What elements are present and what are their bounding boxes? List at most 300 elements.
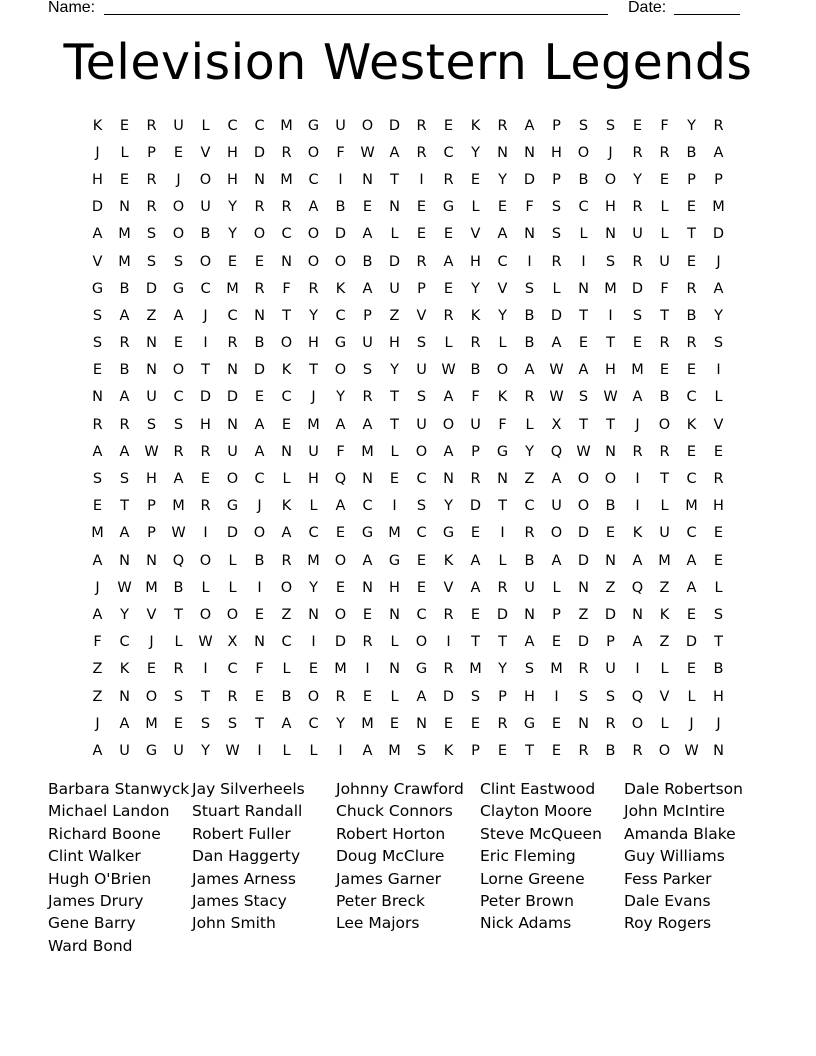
grid-letter[interactable]: U <box>659 525 670 542</box>
grid-letter[interactable]: Y <box>336 715 345 732</box>
grid-letter[interactable]: J <box>311 389 316 406</box>
grid-letter[interactable]: O <box>307 226 320 243</box>
grid-letter[interactable]: O <box>604 171 617 188</box>
grid-letter[interactable]: Z <box>659 579 670 596</box>
grid-letter[interactable]: W <box>684 742 699 759</box>
grid-letter[interactable]: E <box>632 117 643 134</box>
grid-letter[interactable]: M <box>469 661 482 678</box>
grid-letter[interactable]: M <box>226 280 239 297</box>
grid-letter[interactable]: W <box>549 389 564 406</box>
grid-letter[interactable]: G <box>172 280 185 297</box>
grid-letter[interactable]: J <box>176 171 181 188</box>
grid-letter[interactable]: R <box>416 117 427 134</box>
grid-letter[interactable]: C <box>281 634 292 651</box>
grid-letter[interactable]: B <box>254 335 265 352</box>
grid-letter[interactable]: M <box>145 715 158 732</box>
grid-letter[interactable]: B <box>119 362 130 379</box>
grid-letter[interactable]: L <box>201 579 210 596</box>
grid-letter[interactable]: N <box>281 443 292 460</box>
grid-letter[interactable]: A <box>470 552 481 569</box>
grid-letter[interactable]: E <box>470 715 481 732</box>
grid-letter[interactable]: V <box>713 416 724 433</box>
grid-letter[interactable]: E <box>497 742 508 759</box>
grid-letter[interactable]: H <box>92 171 103 188</box>
grid-letter[interactable]: A <box>524 634 535 651</box>
grid-letter[interactable]: H <box>389 335 400 352</box>
grid-letter[interactable]: O <box>361 117 374 134</box>
grid-letter[interactable]: R <box>497 117 508 134</box>
grid-letter[interactable]: N <box>389 199 400 216</box>
grid-letter[interactable]: E <box>713 525 724 542</box>
grid-letter[interactable]: I <box>338 171 343 188</box>
grid-letter[interactable]: E <box>497 199 508 216</box>
grid-letter[interactable]: S <box>119 471 130 488</box>
grid-letter[interactable]: A <box>416 688 427 705</box>
grid-letter[interactable]: Y <box>633 171 642 188</box>
grid-letter[interactable]: T <box>390 416 399 433</box>
grid-letter[interactable]: Z <box>524 471 535 488</box>
grid-letter[interactable]: R <box>632 144 643 161</box>
grid-letter[interactable]: U <box>551 498 562 515</box>
grid-letter[interactable]: E <box>416 226 427 243</box>
grid-letter[interactable]: G <box>496 443 509 460</box>
grid-letter[interactable]: R <box>470 335 481 352</box>
grid-letter[interactable]: T <box>498 634 507 651</box>
grid-letter[interactable]: H <box>200 416 211 433</box>
grid-letter[interactable]: B <box>524 335 535 352</box>
grid-letter[interactable]: D <box>91 199 104 216</box>
grid-letter[interactable]: N <box>578 579 589 596</box>
grid-letter[interactable]: D <box>388 117 401 134</box>
grid-letter[interactable]: B <box>362 253 373 270</box>
grid-letter[interactable]: L <box>660 199 669 216</box>
grid-letter[interactable]: E <box>470 525 481 542</box>
grid-letter[interactable]: I <box>203 661 208 678</box>
grid-letter[interactable]: R <box>632 443 643 460</box>
grid-letter[interactable]: M <box>118 253 131 270</box>
grid-letter[interactable]: U <box>659 253 670 270</box>
grid-letter[interactable]: R <box>362 389 373 406</box>
grid-letter[interactable]: V <box>416 307 427 324</box>
grid-letter[interactable]: E <box>686 606 697 623</box>
grid-letter[interactable]: U <box>389 280 400 297</box>
grid-letter[interactable]: S <box>173 688 184 705</box>
grid-letter[interactable]: F <box>336 144 345 161</box>
grid-letter[interactable]: M <box>334 661 347 678</box>
grid-letter[interactable]: M <box>658 552 671 569</box>
grid-letter[interactable]: M <box>145 579 158 596</box>
grid-letter[interactable]: B <box>578 171 589 188</box>
grid-letter[interactable]: I <box>635 661 640 678</box>
grid-letter[interactable]: A <box>443 443 454 460</box>
grid-letter[interactable]: K <box>632 525 643 542</box>
grid-letter[interactable]: A <box>92 606 103 623</box>
grid-letter[interactable]: S <box>713 606 724 623</box>
grid-letter[interactable]: Z <box>281 606 292 623</box>
grid-letter[interactable]: E <box>389 715 400 732</box>
grid-letter[interactable]: D <box>577 552 590 569</box>
grid-letter[interactable]: E <box>254 253 265 270</box>
grid-letter[interactable]: T <box>525 742 534 759</box>
grid-letter[interactable]: O <box>307 688 320 705</box>
grid-letter[interactable]: D <box>253 144 266 161</box>
grid-letter[interactable]: I <box>419 171 424 188</box>
grid-letter[interactable]: A <box>389 144 400 161</box>
grid-letter[interactable]: E <box>416 579 427 596</box>
grid-letter[interactable]: C <box>119 634 130 651</box>
grid-letter[interactable]: R <box>632 742 643 759</box>
grid-letter[interactable]: U <box>200 199 211 216</box>
grid-letter[interactable]: S <box>578 389 589 406</box>
grid-letter[interactable]: A <box>362 742 373 759</box>
grid-letter[interactable]: F <box>255 661 264 678</box>
grid-letter[interactable]: T <box>660 471 669 488</box>
grid-letter[interactable]: T <box>606 416 615 433</box>
grid-letter[interactable]: W <box>603 389 618 406</box>
grid-letter[interactable]: P <box>417 280 426 297</box>
grid-letter[interactable]: C <box>416 525 427 542</box>
grid-letter[interactable]: P <box>552 117 561 134</box>
grid-letter[interactable]: O <box>172 199 185 216</box>
grid-letter[interactable]: O <box>334 606 347 623</box>
grid-letter[interactable]: Z <box>389 307 400 324</box>
grid-letter[interactable]: T <box>282 307 291 324</box>
grid-letter[interactable]: Y <box>498 171 507 188</box>
grid-letter[interactable]: P <box>471 742 480 759</box>
grid-letter[interactable]: O <box>577 498 590 515</box>
grid-letter[interactable]: P <box>687 171 696 188</box>
grid-letter[interactable]: S <box>362 362 373 379</box>
grid-letter[interactable]: E <box>173 715 184 732</box>
grid-letter[interactable]: R <box>443 661 454 678</box>
grid-letter[interactable]: R <box>713 471 724 488</box>
grid-letter[interactable]: T <box>606 335 615 352</box>
grid-letter[interactable]: P <box>147 498 156 515</box>
grid-letter[interactable]: P <box>552 171 561 188</box>
grid-letter[interactable]: T <box>390 389 399 406</box>
grid-letter[interactable]: A <box>578 362 589 379</box>
grid-letter[interactable]: R <box>173 443 184 460</box>
grid-letter[interactable]: R <box>659 144 670 161</box>
grid-letter[interactable]: J <box>257 498 262 515</box>
grid-letter[interactable]: A <box>335 416 346 433</box>
grid-letter[interactable]: L <box>390 443 399 460</box>
grid-letter[interactable]: N <box>713 742 724 759</box>
grid-letter[interactable]: S <box>416 742 427 759</box>
grid-letter[interactable]: C <box>227 661 238 678</box>
grid-letter[interactable]: Q <box>631 579 644 596</box>
grid-letter[interactable]: R <box>578 661 589 678</box>
grid-letter[interactable]: B <box>659 389 670 406</box>
grid-letter[interactable]: W <box>549 362 564 379</box>
grid-letter[interactable]: N <box>578 715 589 732</box>
grid-letter[interactable]: Z <box>146 307 157 324</box>
grid-letter[interactable]: I <box>635 498 640 515</box>
grid-letter[interactable]: C <box>416 606 427 623</box>
grid-letter[interactable]: F <box>660 280 669 297</box>
grid-letter[interactable]: A <box>362 416 373 433</box>
grid-letter[interactable]: A <box>119 525 130 542</box>
grid-letter[interactable]: S <box>416 389 427 406</box>
grid-letter[interactable]: E <box>92 498 103 515</box>
grid-letter[interactable]: A <box>281 715 292 732</box>
grid-letter[interactable]: O <box>334 253 347 270</box>
grid-letter[interactable]: R <box>659 335 670 352</box>
grid-letter[interactable]: V <box>200 144 211 161</box>
grid-letter[interactable]: C <box>416 471 427 488</box>
grid-letter[interactable]: C <box>578 199 589 216</box>
grid-letter[interactable]: G <box>388 552 401 569</box>
grid-letter[interactable]: R <box>308 280 319 297</box>
grid-letter[interactable]: O <box>496 362 509 379</box>
grid-letter[interactable]: N <box>362 171 373 188</box>
grid-letter[interactable]: D <box>550 307 563 324</box>
grid-letter[interactable]: E <box>713 443 724 460</box>
grid-letter[interactable]: D <box>145 280 158 297</box>
grid-letter[interactable]: E <box>686 362 697 379</box>
grid-letter[interactable]: G <box>334 335 347 352</box>
grid-letter[interactable]: T <box>579 307 588 324</box>
grid-letter[interactable]: R <box>254 199 265 216</box>
grid-letter[interactable]: P <box>147 525 156 542</box>
grid-letter[interactable]: H <box>389 579 400 596</box>
grid-letter[interactable]: S <box>173 416 184 433</box>
grid-letter[interactable]: H <box>605 199 616 216</box>
grid-letter[interactable]: A <box>119 307 130 324</box>
grid-letter[interactable]: A <box>524 117 535 134</box>
grid-letter[interactable]: D <box>469 498 482 515</box>
grid-letter[interactable]: I <box>635 471 640 488</box>
grid-letter[interactable]: A <box>335 498 346 515</box>
grid-letter[interactable]: T <box>255 715 264 732</box>
grid-letter[interactable]: G <box>442 199 455 216</box>
grid-letter[interactable]: E <box>416 552 427 569</box>
grid-letter[interactable]: N <box>416 715 427 732</box>
grid-letter[interactable]: E <box>200 471 211 488</box>
grid-letter[interactable]: O <box>631 715 644 732</box>
grid-letter[interactable]: C <box>200 280 211 297</box>
grid-letter[interactable]: O <box>577 471 590 488</box>
grid-letter[interactable]: K <box>443 552 454 569</box>
grid-letter[interactable]: E <box>470 171 481 188</box>
grid-letter[interactable]: K <box>335 280 346 297</box>
grid-letter[interactable]: P <box>606 634 615 651</box>
grid-letter[interactable]: O <box>253 525 266 542</box>
grid-letter[interactable]: R <box>281 144 292 161</box>
grid-letter[interactable]: T <box>120 498 129 515</box>
grid-letter[interactable]: I <box>527 253 532 270</box>
grid-letter[interactable]: D <box>334 226 347 243</box>
grid-letter[interactable]: B <box>281 688 292 705</box>
grid-letter[interactable]: E <box>578 335 589 352</box>
grid-letter[interactable]: J <box>635 416 640 433</box>
grid-letter[interactable]: N <box>362 471 373 488</box>
grid-letter[interactable]: B <box>173 579 184 596</box>
grid-letter[interactable]: O <box>307 144 320 161</box>
grid-letter[interactable]: I <box>311 634 316 651</box>
grid-letter[interactable]: Z <box>578 606 589 623</box>
grid-letter[interactable]: J <box>95 579 100 596</box>
grid-letter[interactable]: E <box>659 171 670 188</box>
grid-letter[interactable]: B <box>335 199 346 216</box>
grid-letter[interactable]: Y <box>498 307 507 324</box>
grid-letter[interactable]: R <box>497 579 508 596</box>
grid-letter[interactable]: B <box>470 362 481 379</box>
grid-letter[interactable]: Y <box>336 389 345 406</box>
grid-letter[interactable]: E <box>389 471 400 488</box>
grid-letter[interactable]: C <box>227 117 238 134</box>
grid-letter[interactable]: N <box>146 362 157 379</box>
grid-letter[interactable]: T <box>687 226 696 243</box>
grid-letter[interactable]: K <box>470 117 481 134</box>
grid-letter[interactable]: K <box>281 362 292 379</box>
grid-letter[interactable]: S <box>551 226 562 243</box>
grid-letter[interactable]: Y <box>444 498 453 515</box>
grid-letter[interactable]: B <box>254 552 265 569</box>
grid-letter[interactable]: V <box>443 579 454 596</box>
grid-letter[interactable]: Y <box>309 307 318 324</box>
grid-letter[interactable]: E <box>659 362 670 379</box>
grid-letter[interactable]: C <box>227 307 238 324</box>
grid-letter[interactable]: U <box>416 362 427 379</box>
grid-letter[interactable]: I <box>581 253 586 270</box>
grid-letter[interactable]: R <box>146 117 157 134</box>
grid-letter[interactable]: R <box>524 525 535 542</box>
grid-letter[interactable]: S <box>92 471 103 488</box>
grid-letter[interactable]: C <box>686 389 697 406</box>
grid-letter[interactable]: A <box>443 389 454 406</box>
grid-letter[interactable]: J <box>689 715 694 732</box>
grid-letter[interactable]: G <box>91 280 104 297</box>
grid-letter[interactable]: I <box>203 525 208 542</box>
grid-letter[interactable]: R <box>146 171 157 188</box>
grid-letter[interactable]: M <box>172 498 185 515</box>
grid-letter[interactable]: U <box>173 117 184 134</box>
grid-letter[interactable]: Y <box>228 226 237 243</box>
grid-letter[interactable]: L <box>552 280 561 297</box>
grid-letter[interactable]: E <box>146 661 157 678</box>
grid-letter[interactable]: S <box>146 416 157 433</box>
grid-letter[interactable]: O <box>145 688 158 705</box>
grid-letter[interactable]: R <box>659 443 670 460</box>
grid-letter[interactable]: R <box>335 688 346 705</box>
grid-letter[interactable]: R <box>686 280 697 297</box>
grid-letter[interactable]: M <box>118 226 131 243</box>
grid-letter[interactable]: G <box>415 661 428 678</box>
grid-letter[interactable]: V <box>470 226 481 243</box>
grid-letter[interactable]: B <box>119 280 130 297</box>
grid-letter[interactable]: W <box>198 634 213 651</box>
grid-letter[interactable]: B <box>524 552 535 569</box>
grid-letter[interactable]: V <box>659 688 670 705</box>
grid-letter[interactable]: E <box>470 606 481 623</box>
grid-letter[interactable]: A <box>632 389 643 406</box>
grid-letter[interactable]: A <box>254 416 265 433</box>
grid-letter[interactable]: C <box>308 525 319 542</box>
grid-letter[interactable]: Y <box>120 606 129 623</box>
grid-letter[interactable]: V <box>92 253 103 270</box>
grid-letter[interactable]: F <box>471 389 480 406</box>
grid-letter[interactable]: D <box>199 389 212 406</box>
grid-letter[interactable]: J <box>716 715 721 732</box>
grid-letter[interactable]: I <box>716 362 721 379</box>
grid-letter[interactable]: I <box>554 688 559 705</box>
grid-letter[interactable]: M <box>91 525 104 542</box>
grid-letter[interactable]: O <box>658 416 671 433</box>
grid-letter[interactable]: H <box>524 688 535 705</box>
grid-letter[interactable]: E <box>362 199 373 216</box>
grid-letter[interactable]: D <box>577 525 590 542</box>
grid-letter[interactable]: W <box>144 443 159 460</box>
grid-letter[interactable]: C <box>254 117 265 134</box>
grid-letter[interactable]: Q <box>334 471 347 488</box>
grid-letter[interactable]: T <box>309 362 318 379</box>
grid-letter[interactable]: P <box>552 606 561 623</box>
grid-letter[interactable]: N <box>362 579 373 596</box>
grid-letter[interactable]: W <box>360 144 375 161</box>
grid-letter[interactable]: M <box>712 199 725 216</box>
grid-letter[interactable]: Y <box>714 307 723 324</box>
grid-letter[interactable]: R <box>686 335 697 352</box>
grid-letter[interactable]: O <box>172 226 185 243</box>
grid-letter[interactable]: E <box>254 389 265 406</box>
grid-letter[interactable]: O <box>280 335 293 352</box>
grid-letter[interactable]: R <box>227 688 238 705</box>
grid-letter[interactable]: A <box>362 552 373 569</box>
grid-letter[interactable]: J <box>95 715 100 732</box>
grid-letter[interactable]: N <box>119 552 130 569</box>
grid-letter[interactable]: N <box>632 606 643 623</box>
grid-letter[interactable]: S <box>524 661 535 678</box>
grid-letter[interactable]: N <box>281 253 292 270</box>
grid-letter[interactable]: S <box>92 335 103 352</box>
grid-letter[interactable]: L <box>390 226 399 243</box>
grid-letter[interactable]: E <box>227 253 238 270</box>
grid-letter[interactable]: W <box>441 362 456 379</box>
grid-letter[interactable]: M <box>307 552 320 569</box>
grid-letter[interactable]: Y <box>228 199 237 216</box>
grid-letter[interactable]: F <box>282 280 291 297</box>
grid-letter[interactable]: K <box>281 498 292 515</box>
date-blank-line[interactable] <box>674 0 740 15</box>
grid-letter[interactable]: R <box>713 117 724 134</box>
grid-letter[interactable]: D <box>685 634 698 651</box>
grid-letter[interactable]: A <box>443 253 454 270</box>
grid-letter[interactable]: Y <box>498 661 507 678</box>
grid-letter[interactable]: A <box>713 280 724 297</box>
grid-letter[interactable]: S <box>416 498 427 515</box>
grid-letter[interactable]: J <box>608 144 613 161</box>
grid-letter[interactable]: L <box>282 661 291 678</box>
grid-letter[interactable]: A <box>119 443 130 460</box>
grid-letter[interactable]: D <box>442 688 455 705</box>
grid-letter[interactable]: H <box>227 144 238 161</box>
grid-letter[interactable]: L <box>471 199 480 216</box>
grid-letter[interactable]: M <box>604 280 617 297</box>
grid-letter[interactable]: D <box>388 253 401 270</box>
grid-letter[interactable]: S <box>605 253 616 270</box>
grid-letter[interactable]: O <box>334 552 347 569</box>
grid-letter[interactable]: J <box>149 634 154 651</box>
grid-letter[interactable]: L <box>228 579 237 596</box>
grid-letter[interactable]: E <box>686 661 697 678</box>
grid-letter[interactable]: N <box>227 362 238 379</box>
grid-letter[interactable]: Z <box>605 579 616 596</box>
grid-letter[interactable]: R <box>416 144 427 161</box>
grid-letter[interactable]: P <box>498 688 507 705</box>
grid-letter[interactable]: L <box>174 634 183 651</box>
grid-letter[interactable]: X <box>227 634 238 651</box>
